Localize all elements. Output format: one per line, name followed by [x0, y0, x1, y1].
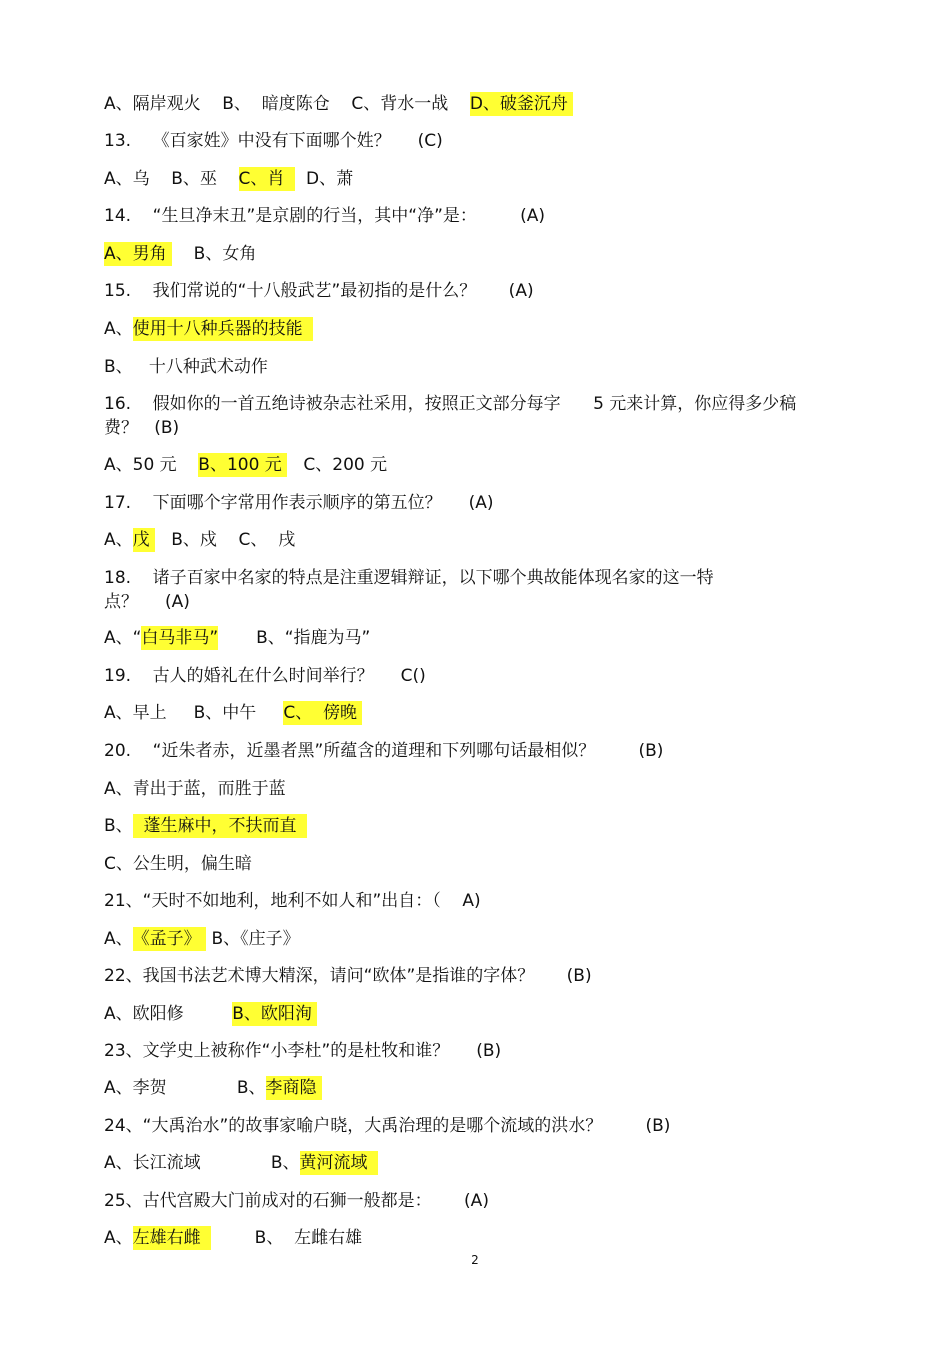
document-line — [104, 1151, 378, 1175]
document-line — [104, 416, 179, 440]
line-text: 点？ (A) — [104, 592, 190, 612]
highlighted-answer: 戊 — [132, 530, 156, 550]
highlighted-answer: C、肖 — [238, 169, 296, 189]
highlighted-answer: 使用十八种兵器的技能 — [132, 319, 314, 339]
line-text: A、隔岸观火 — [104, 94, 223, 114]
line-text: B、 — [104, 816, 133, 836]
line-text: 23、文学史上被称作“小李杜”的是杜牧和谁？ (B) — [104, 1041, 502, 1061]
document-line — [104, 453, 387, 477]
document-line — [104, 777, 286, 801]
highlighted-answer: 李商隐 — [265, 1078, 322, 1098]
line-text: 20. “近朱者赤，近墨者黑”所蕴含的道理和下列哪句话最相似？ (B) — [104, 741, 664, 761]
line-text: A、50 元 — [104, 455, 199, 475]
line-text: 25、古代宫殿大门前成对的石狮一般都是： (A) — [104, 1191, 489, 1211]
line-text: B、戍 C、 戌 — [155, 530, 296, 550]
line-text: B、 左雌右雄 — [211, 1228, 363, 1248]
line-text: A、 — [104, 530, 133, 550]
line-text: 费？ (B) — [104, 418, 180, 438]
page-number: 2 — [471, 1253, 479, 1267]
document-line — [104, 814, 307, 838]
line-text: D、萧 — [295, 169, 354, 189]
highlighted-answer: D、破釜沉舟 — [469, 94, 574, 114]
line-text: B、《庄子》 — [206, 929, 300, 949]
line-text: B、 暗度陈仓 — [222, 94, 352, 114]
document-line — [104, 889, 481, 913]
line-text: A、长江流域 B、 — [104, 1153, 300, 1173]
document-line — [104, 1039, 501, 1063]
line-text: A、早上 B、中午 — [104, 703, 284, 723]
document-line — [104, 528, 295, 552]
document-line — [104, 664, 426, 688]
line-text: C、公生明，偏生暗 — [104, 854, 252, 874]
highlighted-answer: C、 傍晚 — [283, 703, 363, 723]
line-text: 18. 诸子百家中名家的特点是注重逻辑辩证，以下哪个典故能体现名家的这一特 — [104, 568, 714, 588]
document-line — [104, 701, 362, 725]
document-line — [104, 317, 313, 341]
document-line — [104, 1189, 489, 1213]
document-line — [104, 739, 663, 763]
line-text: 17. 下面哪个字常用作表示顺序的第五位？ (A) — [104, 493, 494, 513]
document-line — [104, 242, 256, 266]
highlighted-answer: 左雄右雌 — [132, 1228, 212, 1248]
line-text: 24、“大禹治水”的故事家喻户晓，大禹治理的是哪个流域的洪水？ (B) — [104, 1116, 671, 1136]
highlighted-answer: 《孟子》 — [132, 929, 207, 949]
line-text: B、 十八种武术动作 — [104, 357, 268, 377]
document-line — [104, 491, 494, 515]
document-line — [104, 852, 252, 876]
line-text: 21、“天时不如地利，地利不如人和”出自：（ A) — [104, 891, 481, 911]
line-text: A、 — [104, 319, 133, 339]
document-line — [104, 392, 796, 416]
document-line — [104, 566, 714, 590]
document-line — [104, 1226, 362, 1250]
document-line — [104, 204, 545, 228]
highlighted-answer: 白马非马” — [141, 628, 219, 648]
line-text: 19. 古人的婚礼在什么时间举行？ C() — [104, 666, 426, 686]
document-line — [104, 167, 353, 191]
document-line — [104, 355, 268, 379]
line-text: A、乌 B、巫 — [104, 169, 239, 189]
document-line — [104, 626, 370, 650]
highlighted-answer: B、100 元 — [198, 455, 288, 475]
line-text: 22、我国书法艺术博大精深，请问“欧体”是指谁的字体？ (B) — [104, 966, 592, 986]
line-text: 13. 《百家姓》中没有下面哪个姓？ (C) — [104, 131, 443, 151]
line-text: 16. 假如你的一首五绝诗被杂志社采用，按照正文部分每字 5 元来计算，你应得多少稿 — [104, 394, 797, 414]
line-text: B、“指鹿为马” — [218, 628, 371, 648]
document-line — [104, 590, 190, 614]
line-text: A、 — [104, 1228, 133, 1248]
line-text: 15. 我们常说的“十八般武艺”最初指的是什么？ (A) — [104, 281, 534, 301]
line-text: A、青出于蓝，而胜于蓝 — [104, 779, 286, 799]
document-line — [104, 1076, 322, 1100]
line-text: 14. “生旦净末丑”是京剧的行当，其中“净”是： (A) — [104, 206, 546, 226]
document-line — [104, 927, 300, 951]
line-text: A、 — [104, 929, 133, 949]
highlighted-answer: 蓬生麻中，不扶而直 — [132, 816, 308, 836]
highlighted-answer: 黄河流域 — [299, 1153, 379, 1173]
document-line — [104, 92, 573, 116]
highlighted-answer: B、欧阳洵 — [232, 1004, 318, 1024]
highlighted-answer: A、男角 — [104, 244, 173, 264]
line-text: A、“ — [104, 628, 142, 648]
line-text: C、200 元 — [287, 455, 388, 475]
document-line — [104, 964, 592, 988]
document-line — [104, 1002, 317, 1026]
line-text: B、女角 — [172, 244, 257, 264]
document-line — [104, 279, 534, 303]
line-text: A、欧阳修 — [104, 1004, 233, 1024]
document-line — [104, 129, 443, 153]
document-line — [104, 1114, 670, 1138]
line-text: A、李贺 B、 — [104, 1078, 266, 1098]
line-text: C、背水一战 — [351, 94, 470, 114]
